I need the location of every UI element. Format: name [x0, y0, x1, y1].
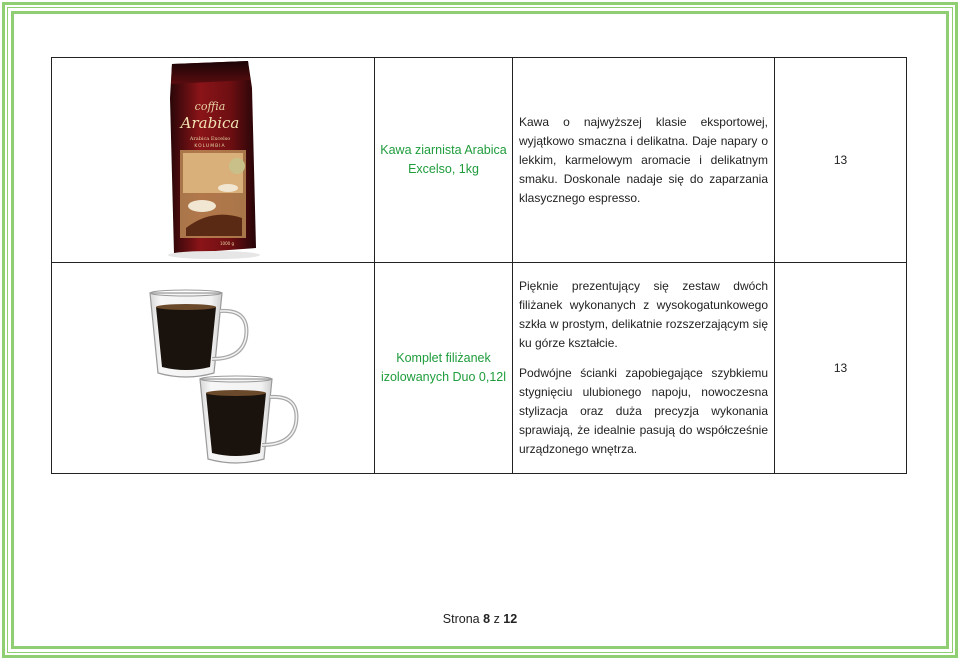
bag-brand-text: coffia: [194, 100, 226, 113]
description-paragraph: Podwójne ścianki zapobiegające szybkiemu stygnięciu ulubionego napoju, nowoczesna stylizacja oraz duża precyzja wykonania sprawiają, że idealnie pasują do współcześnie urządzonego wnętrza.: [519, 366, 768, 456]
product-image-cell: [52, 58, 375, 263]
table-row: [52, 58, 907, 263]
footer-prefix: Strona: [442, 612, 480, 626]
product-quantity: 13: [775, 58, 907, 263]
footer-separator: z: [493, 612, 500, 626]
bag-subtitle-text: Arabica Excelso: [189, 136, 231, 142]
product-image-cell: [52, 263, 375, 474]
product-name: Komplet filiżanek izolowanych Duo 0,12l: [375, 263, 513, 474]
product-table: [51, 57, 907, 474]
glass-cups-icon: [52, 263, 373, 472]
product-name: Kawa ziarnista Arabica Excelso, 1kg: [375, 58, 513, 263]
coffee-bag-icon: [52, 58, 373, 261]
product-quantity: 13: [775, 263, 907, 474]
description-paragraph: Pięknie prezentujący się zestaw dwóch filiżanek wykonanych z wysokogatunkowego szkła w prostym, delikatnie rozszerzającym się ku górze kształcie.: [519, 279, 768, 350]
footer-page-number: 8: [483, 612, 491, 626]
bag-weight-text: 1000 g: [220, 241, 234, 246]
table-row: [52, 263, 907, 474]
bag-product-text: Arabica: [180, 114, 240, 132]
page-footer: [0, 612, 960, 626]
product-description: [513, 58, 775, 263]
bag-origin-text: KOLUMBIA: [194, 144, 226, 149]
footer-total-pages: 12: [503, 612, 518, 626]
product-description: [513, 263, 775, 474]
description-paragraph: Kawa o najwyższej klasie eksportowej, wyjątkowo smaczna i delikatna. Daje napary o lekkim, karmelowym aromacie i delikatnym smaku. Doskonale nadaje się do zaparzania klasycznego espresso.: [519, 114, 768, 205]
